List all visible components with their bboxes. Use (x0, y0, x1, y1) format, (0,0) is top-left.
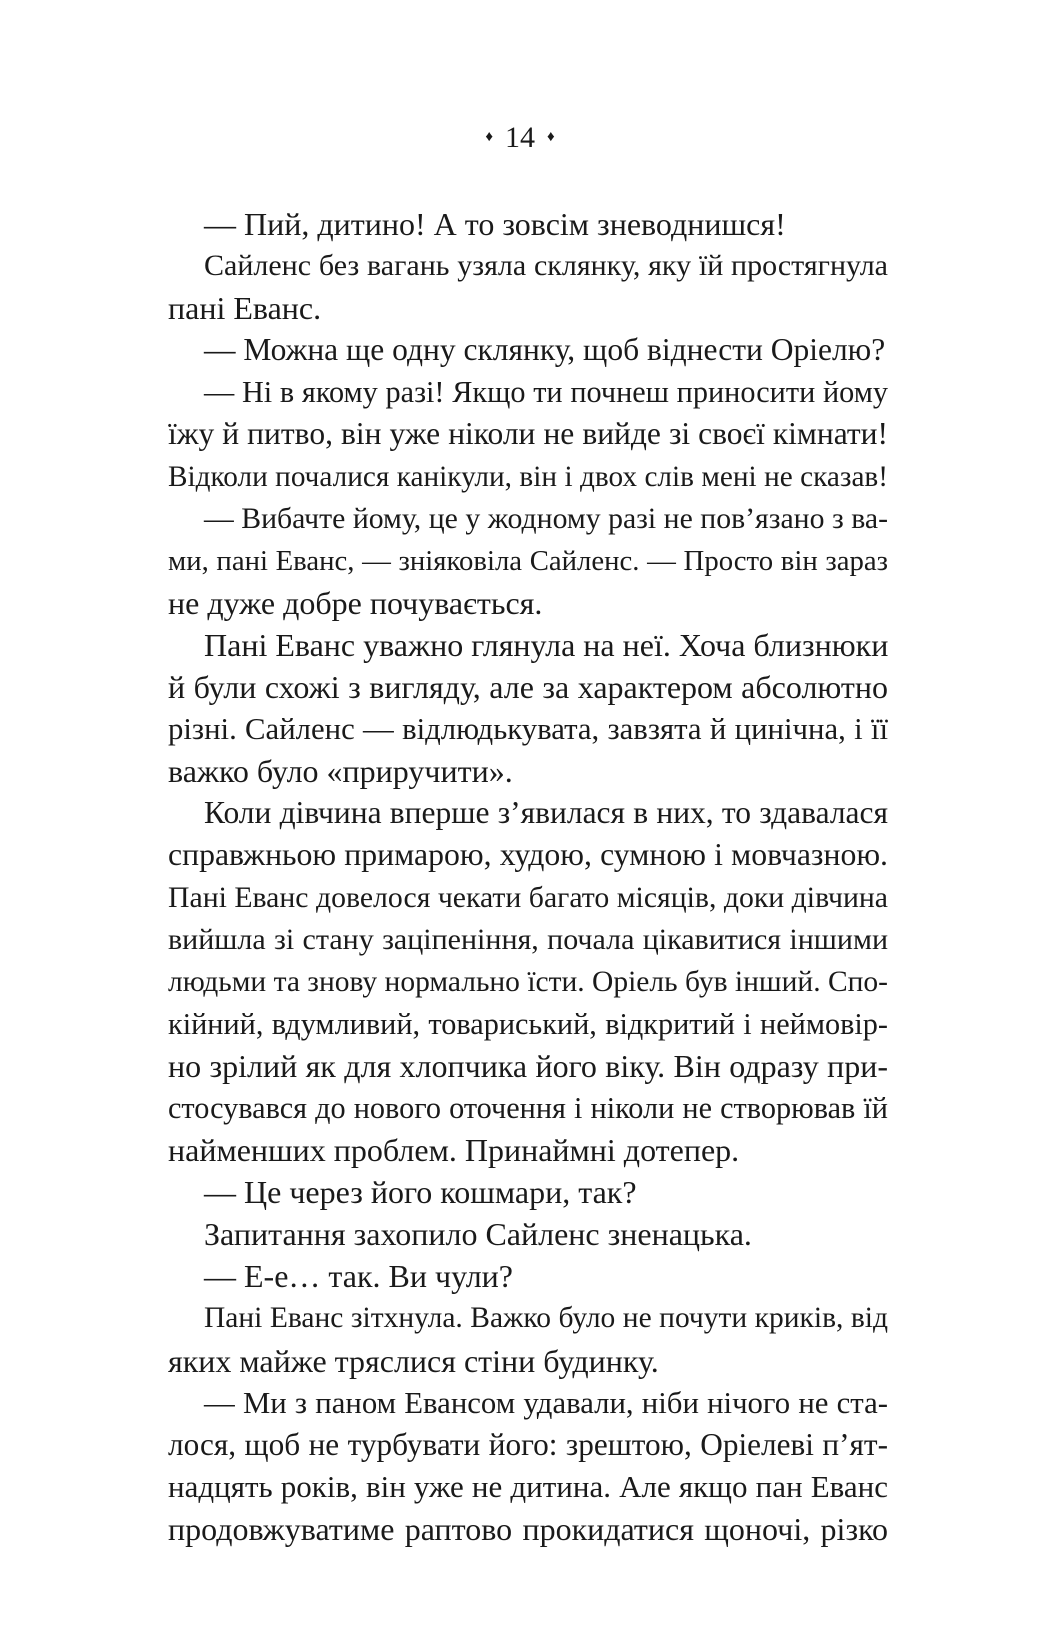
text-line: лося, щоб не турбувати його: зрештою, Оріелеві п’ят- (168, 1426, 888, 1462)
text-line: надцять років, він уже не дитина. Але якщо пан Еванс (168, 1468, 888, 1504)
page-number: 14 (505, 121, 535, 154)
text-line: ми, пані Еванс, — зніяковіла Сайленс. — Просто він зараз (168, 544, 888, 577)
page-header (0, 118, 1040, 160)
text-line: вийшла зі стану заціпеніння, почала цікавитися іншими (168, 922, 888, 956)
text-line: Сайленс без вагань узяла склянку, яку їй простягнула (204, 249, 888, 283)
text-line: — Е-е… так. Ви чули? (204, 1258, 513, 1295)
diamond-ornament-right-icon: ♦ (547, 129, 555, 146)
text-line: Відколи почалися канікули, він і двох слів мені не сказав! (168, 460, 888, 493)
text-line: продовжуватиме раптово прокидатися щоночі, різко (168, 1510, 888, 1547)
body-text (168, 203, 888, 1550)
text-line: кійний, вдумливий, товариський, відкритий і неймовір- (168, 1006, 888, 1041)
text-line: — Пий, дитино! А то зовсім зневоднишся! (204, 206, 786, 242)
text-line: й були схожі з вигляду, але за характером абсолютно (168, 669, 888, 706)
diamond-ornament-left-icon: ♦ (485, 129, 493, 146)
text-line: справжньою примарою, худою, сумною і мовчазною. (168, 837, 888, 873)
text-line: їжу й питво, він уже ніколи не вийде зі своєї кімнати! (168, 416, 888, 452)
text-line: — Це через його кошмари, так? (204, 1174, 637, 1211)
text-line: Пані Еванс уважно глянула на неї. Хоча близнюки (204, 626, 889, 663)
text-line: — Ми з паном Евансом удавали, ніби нічого не ста- (204, 1385, 888, 1420)
text-line: Коли дівчина вперше з’явилася в них, то здавалася (204, 795, 888, 831)
text-line: важко було «приручити». (168, 753, 513, 790)
text-line: яких майже тряслися стіни будинку. (168, 1342, 659, 1379)
text-line: пані Еванс. (168, 290, 322, 327)
text-line: — Ні в якому разі! Якщо ти почнеш приносити йому (204, 375, 888, 410)
text-line: різні. Сайленс — відлюдькувата, завзята й цинічна, і її (168, 712, 888, 747)
text-line: но зрілий як для хлопчика його віку. Він одразу при- (168, 1047, 888, 1084)
text-line: людьми та знову нормально їсти. Оріель був інший. Спо- (168, 965, 888, 998)
text-line: — Можна ще одну склянку, щоб віднести Оріелю? (204, 332, 886, 368)
text-line: Пані Еванс зітхнула. Важко було не почути криків, від (204, 1302, 888, 1335)
text-line: Запитання захопило Сайленс зненацька. (204, 1216, 752, 1253)
text-line: найменших проблем. Принаймні дотепер. (168, 1132, 740, 1169)
text-line: Пані Еванс довелося чекати багато місяців, доки дівчина (168, 880, 888, 914)
text-line: стосувався до нового оточення і ніколи не створював їй (168, 1090, 888, 1125)
text-line: не дуже добре почувається. (168, 584, 543, 621)
text-line: — Вибачте йому, це у жодному разі не пов’язано з ва- (204, 501, 888, 535)
